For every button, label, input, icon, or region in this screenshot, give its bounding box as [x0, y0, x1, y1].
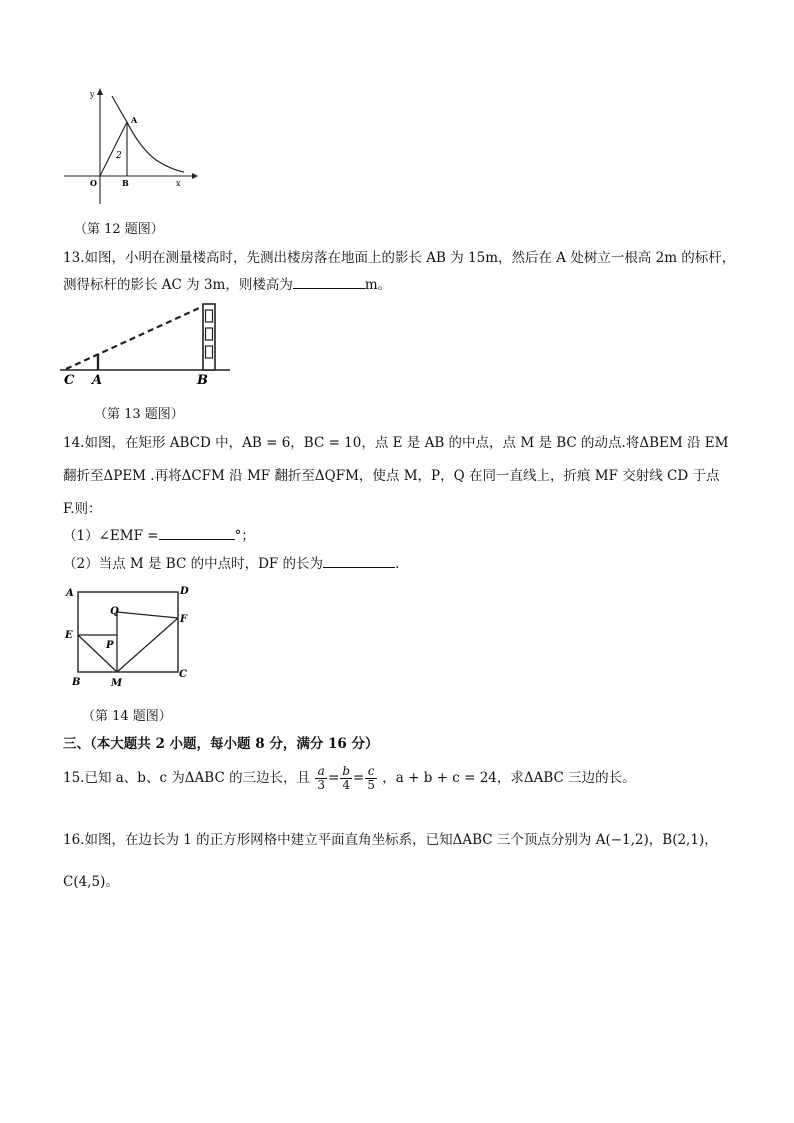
fig14-caption: （第 14 题图） — [82, 709, 172, 724]
q14-line1: 14.如图，在矩形 ABCD 中，AB = 6，BC = 10，点 E 是 AB 的中点，点 M 是 BC 的动点.将ΔBEM 沿 EM — [63, 435, 729, 451]
q15-frac-b — [340, 765, 352, 792]
fig14-label-p: P — [106, 640, 114, 651]
fig12-label-b: B — [122, 178, 129, 188]
q15-eq2: = — [353, 770, 365, 786]
figure-12 — [60, 86, 200, 214]
fig12-label-y: y — [90, 90, 95, 99]
figure-13 — [60, 298, 232, 390]
fig13-shadow-line — [66, 304, 208, 369]
fig13-caption: （第 13 题图） — [94, 407, 184, 422]
fig13-label-c: C — [64, 373, 75, 388]
fig14-label-b: B — [72, 677, 81, 688]
q13-line2 — [63, 273, 391, 293]
q15-frac-c — [365, 765, 377, 792]
fig12-curve — [112, 96, 184, 172]
fig12-label-x: x — [176, 179, 181, 188]
fig12-label-a: A — [131, 115, 138, 125]
q16-line1: 16.如图，在边长为 1 的正方形网格中建立平面直角坐标系，已知ΔABC 三个顶点分别为 A(−1,2)，B(2,1)， — [63, 832, 718, 848]
q15-frac-a-den: 3 — [317, 778, 326, 792]
q15-post: ，a + b + c = 24，求ΔABC 三边的长。 — [382, 770, 636, 786]
q13-answer-blank[interactable] — [293, 274, 365, 289]
fig14-label-m: M — [111, 678, 123, 689]
q15-line — [63, 765, 636, 792]
q14-sub2-blank[interactable] — [323, 553, 395, 568]
fig12-label-2: 2 — [116, 151, 122, 161]
fig14-label-d: D — [180, 586, 189, 597]
figure-14 — [60, 580, 202, 692]
q14-sub1-blank[interactable] — [159, 525, 235, 540]
q15-frac-b-den: 4 — [342, 778, 350, 792]
q15-eq1: = — [328, 770, 340, 786]
fig13-building — [203, 304, 215, 370]
fig14-label-c: C — [179, 669, 187, 680]
q15-frac-a-num: a — [315, 765, 327, 779]
q15-frac-c-num: c — [365, 765, 377, 779]
q16-line2: C(4,5)。 — [63, 874, 119, 890]
fig12-label-o: O — [90, 178, 97, 188]
fig13-label-b: B — [197, 373, 208, 388]
q14-line3: F.则： — [63, 501, 102, 517]
section3-heading: 三、（本大题共 2 小题，每小题 8 分，满分 16 分） — [63, 736, 379, 752]
q14-sub1-unit: °； — [234, 528, 255, 544]
fig12-y-arrow — [97, 88, 103, 95]
q13-line2-unit: m。 — [364, 277, 392, 293]
q14-sub2 — [63, 552, 399, 572]
q15-frac-b-num: b — [342, 764, 351, 778]
fig14-segment-qf — [117, 612, 178, 618]
q15-pre: 15.已知 a、b、c 为ΔABC 的三边长，且 — [63, 770, 311, 786]
fig14-label-q: Q — [110, 606, 119, 617]
fig14-label-a: A — [66, 588, 74, 599]
q15-frac-c-den: 5 — [367, 778, 375, 792]
fig14-label-f: F — [180, 614, 188, 625]
q14-sub2-end: . — [395, 556, 400, 572]
fig13-label-a: A — [92, 373, 103, 388]
q14-sub1 — [63, 524, 255, 544]
fig12-segment-oa — [100, 122, 127, 176]
q14-sub2-text: （2）当点 M 是 BC 的中点时，DF 的长为 — [63, 556, 324, 572]
fig12-caption: （第 12 题图） — [74, 222, 164, 237]
q14-line2: 翻折至ΔPEM .再将ΔCFM 沿 MF 翻折至ΔQFM，使点 M，P，Q 在同一直线上，折痕 MF 交射线 CD 于点 — [63, 468, 720, 484]
q13-line2-text: 测得标杆的影长 AC 为 3m，则楼高为 — [63, 277, 293, 293]
q15-frac-a — [315, 765, 327, 792]
fig14-segment-mf — [117, 618, 178, 672]
q13-line1: 13.如图，小明在测量楼高时，先测出楼房落在地面上的影长 AB 为 15m，然后在 A 处树立一根高 2m 的标杆， — [63, 250, 736, 266]
q14-sub1-text: （1）∠EMF = — [63, 528, 159, 544]
fig14-label-e: E — [65, 630, 73, 641]
fig12-x-arrow — [192, 173, 198, 179]
